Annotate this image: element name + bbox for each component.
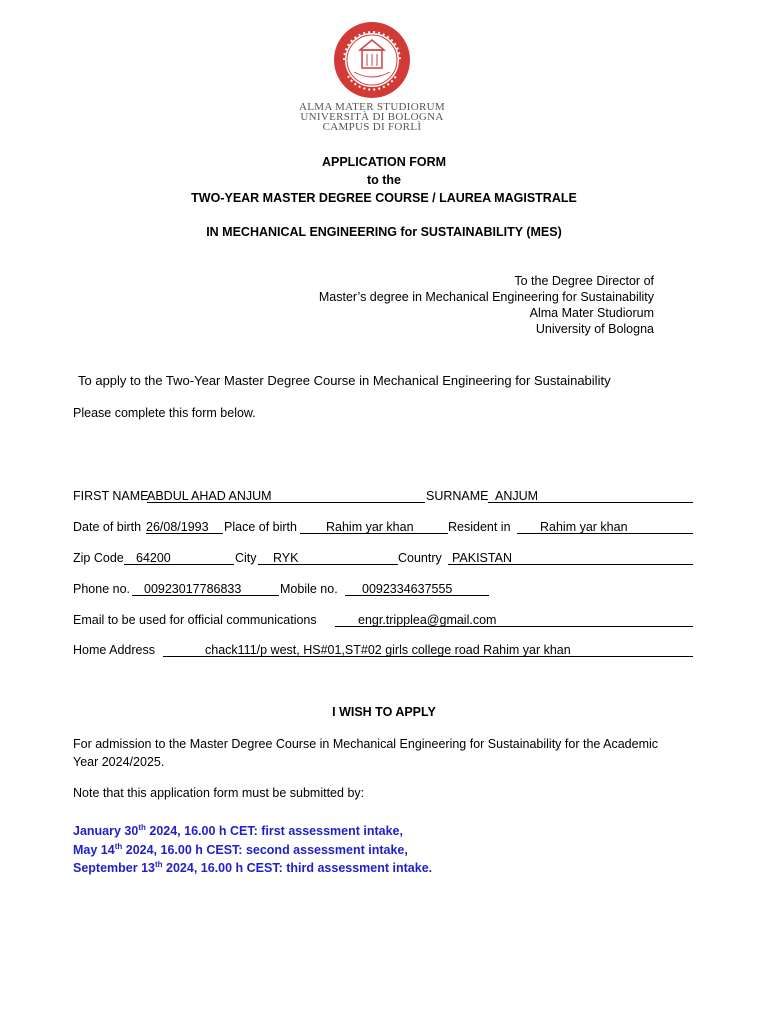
country-label: Country — [398, 551, 442, 565]
city-field[interactable]: RYK — [273, 551, 299, 565]
recipient-line: To the Degree Director of — [514, 274, 654, 288]
city-label: City — [235, 551, 257, 565]
intro-text: To apply to the Two-Year Master Degree Course in Mechanical Engineering for Sustainability — [78, 373, 611, 388]
resident-label: Resident in — [448, 520, 511, 534]
institution-name-line3: CAMPUS DI FORLÌ — [322, 121, 422, 133]
country-field[interactable]: PAKISTAN — [452, 551, 512, 565]
submission-note: Note that this application form must be submitted by: — [73, 786, 365, 800]
mobile-label: Mobile no. — [280, 582, 338, 596]
home-address-field[interactable]: chack111/p west, HS#01,ST#02 girls college road Rahim yar khan — [205, 643, 571, 657]
course-title: TWO-YEAR MASTER DEGREE COURSE / LAUREA MAGISTRALE — [191, 191, 577, 205]
phone-label: Phone no. — [73, 582, 130, 596]
resident-field[interactable]: Rahim yar khan — [540, 520, 628, 534]
first-name-field[interactable]: ABDUL AHAD ANJUM — [147, 489, 272, 503]
place-of-birth-field[interactable]: Rahim yar khan — [326, 520, 414, 534]
surname-label: SURNAME — [426, 489, 489, 503]
apply-heading: I WISH TO APPLY — [332, 705, 436, 719]
email-label: Email to be used for official communications — [73, 613, 317, 627]
recipient-line: Master’s degree in Mechanical Engineering for Sustainability — [318, 290, 654, 304]
recipient-line: Alma Mater Studiorum — [529, 306, 654, 320]
deadline-first-intake: January 30th 2024, 16.00 h CET: first assessment intake, — [73, 823, 403, 838]
surname-field[interactable]: ANJUM — [495, 489, 539, 503]
place-of-birth-label: Place of birth — [224, 520, 297, 534]
recipient-line: University of Bologna — [535, 322, 654, 336]
deadline-second-intake: May 14th 2024, 16.00 h CEST: second assessment intake, — [73, 842, 408, 857]
form-title-to-the: to the — [366, 173, 402, 187]
admission-text-line2: Year 2024/2025. — [73, 755, 165, 769]
university-seal-logo — [332, 20, 412, 100]
mobile-field[interactable]: 0092334637555 — [362, 582, 453, 596]
phone-field[interactable]: 00923017786833 — [144, 582, 242, 596]
zip-field[interactable]: 64200 — [136, 551, 171, 565]
admission-text-line1: For admission to the Master Degree Course in Mechanical Engineering for Sustainability for the Academic — [73, 737, 659, 751]
institution-name-line2: UNIVERSITÀ DI BOLOGNA — [300, 111, 444, 123]
dob-label: Date of birth — [73, 520, 142, 534]
dob-field[interactable]: 26/08/1993 — [146, 520, 209, 534]
home-address-label: Home Address — [73, 643, 155, 657]
zip-label: Zip Code — [73, 551, 124, 565]
institution-name-line1: ALMA MATER STUDIORUM — [299, 101, 445, 113]
program-title: IN MECHANICAL ENGINEERING for SUSTAINABILITY (MES) — [206, 225, 562, 239]
form-title: APPLICATION FORM — [321, 155, 447, 169]
instructions-text: Please complete this form below. — [73, 406, 256, 420]
first-name-label: FIRST NAME — [73, 489, 149, 503]
email-field[interactable]: engr.tripplea@gmail.com — [358, 613, 497, 627]
deadline-third-intake: September 13th 2024, 16.00 h CEST: third assessment intake. — [73, 860, 433, 875]
